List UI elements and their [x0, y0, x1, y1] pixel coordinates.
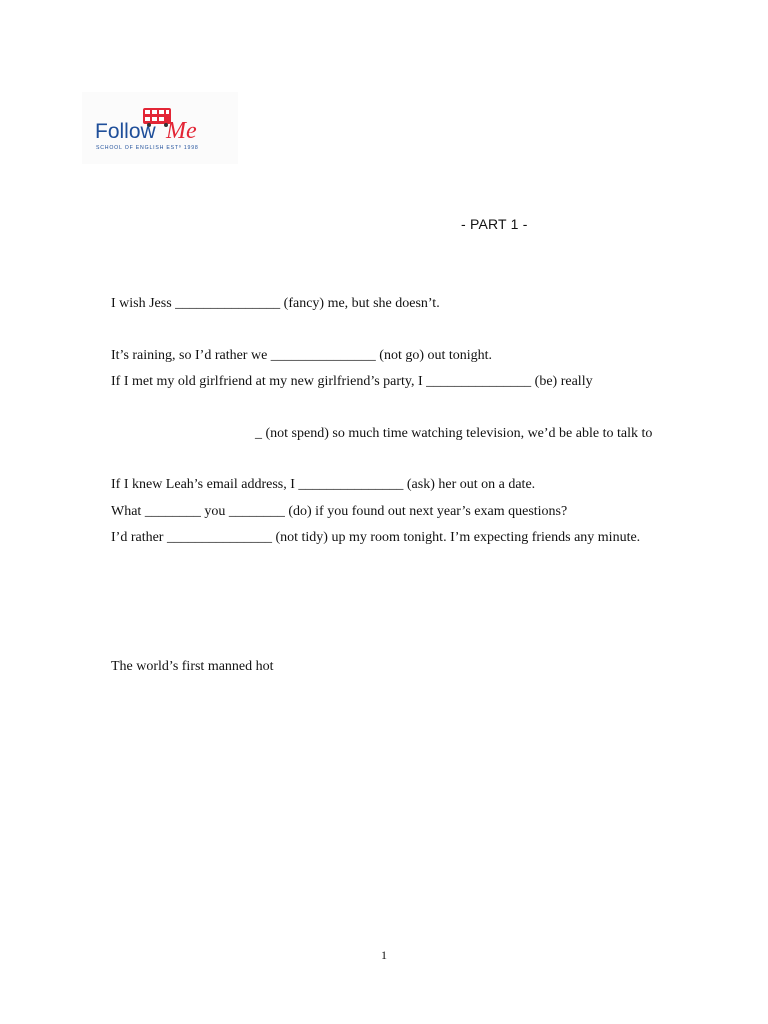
exercise-line-1: I wish Jess _______________ (fancy) me, but she doesn’t.	[111, 296, 440, 311]
exercise-line-6: What ________ you ________ (do) if you found out next year’s exam questions?	[111, 504, 568, 519]
follow-me-logo-graphic	[82, 92, 238, 164]
exercise-line-3: If I met my old girlfriend at my new girlfriend’s party, I _______________ (be) really	[111, 374, 593, 389]
school-logo	[82, 92, 238, 164]
exercise-line-5: If I knew Leah’s email address, I _______________ (ask) her out on a date.	[111, 477, 536, 492]
brand-follow-text: Follow	[95, 120, 156, 143]
part-heading: - PART 1 -	[461, 216, 528, 232]
exercise-line-4: _ (not spend) so much time watching television, we’d be able to talk to	[255, 426, 653, 441]
brand-tagline: SCHOOL OF ENGLISH ESTº 1998	[96, 145, 199, 151]
brand-me-text: Me	[166, 118, 197, 144]
exercise-line-7: I’d rather _______________ (not tidy) up my room tonight. I’m expecting friends any minute.	[111, 530, 641, 545]
page-number: 1	[381, 948, 387, 962]
exercise-line-8: The world’s first manned hot	[111, 659, 274, 674]
exercise-line-2: It’s raining, so I’d rather we _______________ (not go) out tonight.	[111, 348, 493, 363]
